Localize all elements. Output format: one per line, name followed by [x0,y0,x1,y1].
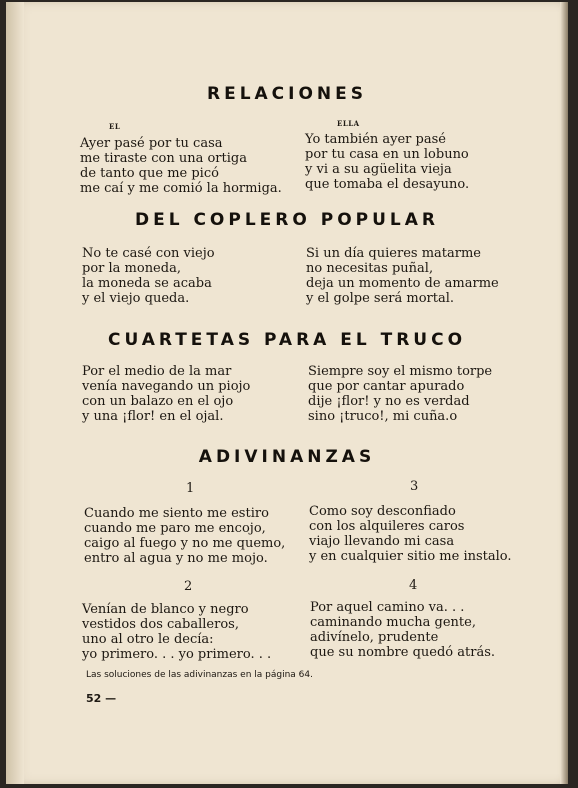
verse-line: viajo llevando mi casa [309,534,455,549]
page-spine-shadow [6,2,24,784]
verse-line: caminando mucha gente, [310,615,476,630]
verse-line: dije ¡flor! y no es verdad [308,394,470,409]
verse-truco-left [82,364,250,424]
verse-truco-right [308,364,492,424]
verse-coplero-right [306,246,499,306]
verse-line: Ayer pasé por tu casa [80,136,223,151]
verse-line: no necesitas puñal, [306,261,434,276]
verse-line: y el golpe será mortal. [306,291,455,306]
verse-line: que por cantar apurado [308,379,465,394]
riddle-3 [309,504,512,564]
verse-line: Yo también ayer pasé [305,132,446,147]
verse-line: me tiraste con una ortiga [80,151,247,166]
riddle-number-1: 1 [186,481,195,496]
verse-line: Si un día quieres matarme [306,246,481,261]
verse-line: de tanto que me picó [80,166,219,181]
heading-relaciones: RELACIONES [206,84,368,104]
page-edge [560,2,568,784]
verse-line: deja un momento de amarme [306,276,499,291]
verse-line: que tomaba el desayuno. [305,177,470,192]
riddle-number-2: 2 [184,579,193,594]
verse-line: y el viejo queda. [82,291,190,306]
verse-relaciones-ella [305,132,469,192]
verse-line: venía navegando un piojo [82,379,251,394]
verse-line: con los alquileres caros [309,519,465,534]
verse-line: con un balazo en el ojo [82,394,234,409]
verse-line: uno al otro le decía: [82,632,214,647]
verse-line: No te casé con viejo [82,246,215,261]
heading-adivinanzas: ADIVINANZAS [198,447,376,467]
riddle-2 [82,602,271,662]
verse-line: sino ¡truco!, mi cuña.o [308,409,458,424]
verse-line: que su nombre quedó atrás. [310,645,495,660]
verse-line: y una ¡flor! en el ojal. [82,409,224,424]
verse-line: caigo al fuego y no me quemo, [84,536,286,551]
verse-coplero-left [82,246,215,306]
verse-line: Cuando me siento me estiro [84,506,269,521]
verse-line: por la moneda, [82,261,181,276]
riddle-4 [310,600,495,660]
verse-line: me caí y me comió la hormiga. [80,181,282,196]
book-page [6,2,568,784]
verse-line: Venían de blanco y negro [82,602,249,617]
heading-cuartetas-truco: CUARTETAS PARA EL TRUCO [107,330,467,350]
verse-relaciones-el [80,136,282,196]
riddle-number-3: 3 [410,479,419,494]
verse-line: vestidos dos caballeros, [82,617,239,632]
footnote: Las soluciones de las adivinanzas en la página 64. [86,670,313,680]
verse-line: por tu casa en un lobuno [305,147,469,162]
verse-line: Como soy desconfiado [309,504,456,519]
verse-line: Siempre soy el mismo torpe [308,364,493,379]
verse-line: entro al agua y no me mojo. [84,551,268,566]
label-el: EL [109,122,121,131]
verse-line: y vi a su agüelita vieja [305,162,452,177]
verse-line: adivínelo, prudente [310,630,439,645]
page-number: 52 — [86,692,117,705]
riddle-number-4: 4 [409,578,418,593]
verse-line: Por el medio de la mar [82,364,232,379]
verse-line: Por aquel camino va. . . [310,600,465,615]
riddle-1 [84,506,285,566]
verse-line: cuando me paro me encojo, [84,521,266,536]
heading-coplero-popular: DEL COPLERO POPULAR [134,210,440,230]
verse-line: yo primero. . . yo primero. . . [82,647,272,662]
label-ella: ELLA [337,119,360,128]
verse-line: la moneda se acaba [82,276,212,291]
verse-line: y en cualquier sitio me instalo. [309,549,512,564]
